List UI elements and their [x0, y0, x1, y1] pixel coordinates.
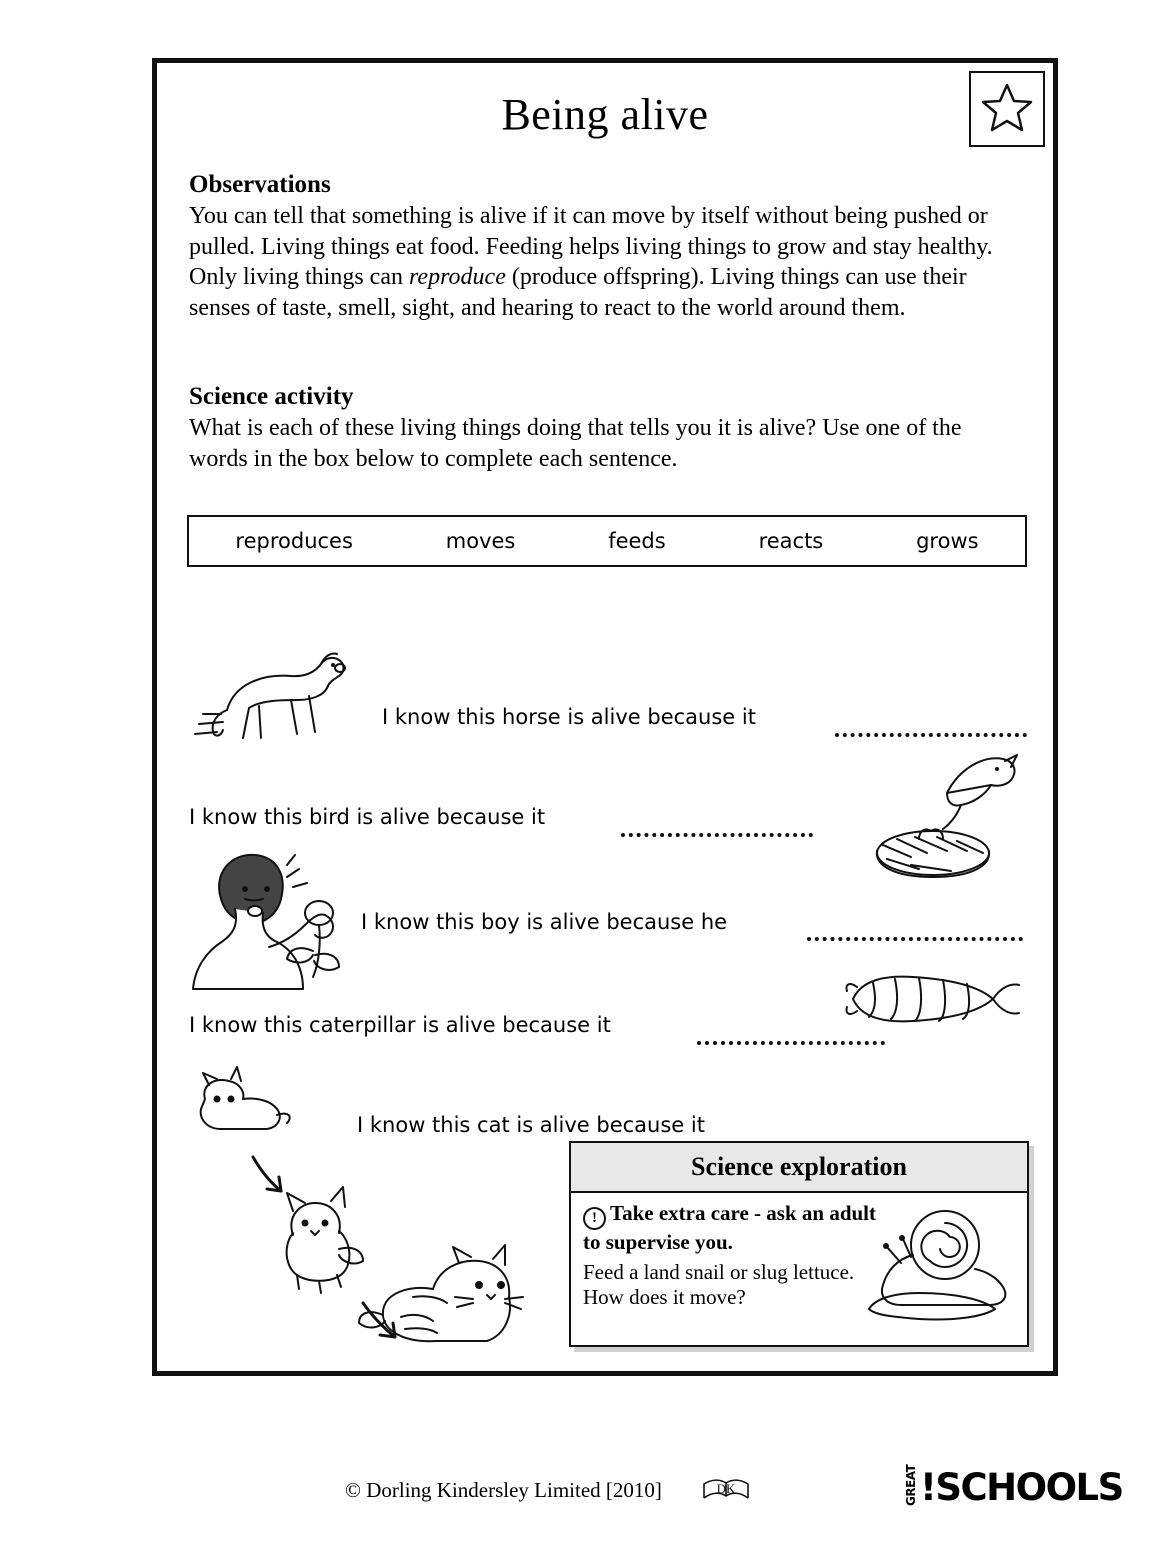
greatschools-logo: [893, 1466, 1123, 1509]
word-bank-item[interactable]: reacts: [758, 529, 824, 553]
bird-nest-illustration: [827, 741, 1027, 891]
word-bank-item[interactable]: feeds: [608, 529, 666, 553]
word-bank: [187, 515, 1027, 567]
activity-body: What is each of these living things doing that tells you it is alive? Use one of the words in the box below to complete each sentence.: [189, 415, 962, 472]
snail-illustration: [849, 1201, 1025, 1331]
question-text-caterpillar: I know this caterpillar is alive because it: [189, 1013, 611, 1037]
star-icon: [969, 71, 1045, 147]
horse-illustration: [187, 638, 377, 758]
question-text-horse: I know this horse is alive because it: [382, 705, 756, 729]
caterpillar-illustration: [843, 959, 1023, 1049]
science-exploration-body: [571, 1193, 1027, 1319]
observations-heading: Observations: [189, 171, 331, 198]
word-bank-item[interactable]: moves: [445, 529, 516, 553]
word-bank-item[interactable]: reproduces: [235, 529, 353, 553]
brand-small-text: GREAT: [904, 1464, 918, 1506]
question-text-bird: I know this bird is alive because it: [189, 805, 546, 829]
answer-line-bird[interactable]: [621, 833, 813, 837]
page-title: Being alive: [501, 90, 709, 139]
cat-growth-illustration: [187, 1053, 567, 1363]
question-text-boy: I know this boy is alive because he: [361, 910, 728, 934]
dk-logo: [700, 1472, 752, 1506]
observations-section: [189, 171, 1025, 324]
question-text-cat: I know this cat is alive because it: [357, 1113, 705, 1137]
worksheet-frame: [152, 58, 1058, 1376]
answer-line-horse[interactable]: [835, 733, 1027, 737]
svg-text:DK: DK: [716, 1481, 736, 1496]
science-exploration-box: [569, 1141, 1029, 1347]
word-bank-item[interactable]: grows: [916, 529, 979, 553]
exploration-text: Feed a land snail or slug lettuce. How does it move?: [583, 1259, 855, 1310]
warning-line: [583, 1201, 883, 1256]
answer-line-boy[interactable]: [807, 937, 1023, 941]
brand-main-text: !SCHOOLS: [920, 1466, 1123, 1509]
copyright-text: © Dorling Kindersley Limited [2010]: [345, 1478, 662, 1502]
boy-smelling-flower-illustration: [183, 843, 383, 1023]
science-exploration-title: Science exploration: [571, 1143, 1027, 1193]
activity-section: [189, 383, 1025, 474]
observations-body: You can tell that something is alive if it can move by itself without being pushed or pulled. Living things eat food. Feeding helps living things to grow and stay healthy. Only living things can reproduce (produce offspring). Living things can use their senses of taste, smell, sight, and hearing to react to the world around them.: [189, 203, 993, 322]
warning-icon: !: [583, 1207, 606, 1230]
warning-text: Take extra care - ask an adult to supervise you.: [583, 1201, 877, 1254]
activity-heading: Science activity: [189, 383, 354, 410]
